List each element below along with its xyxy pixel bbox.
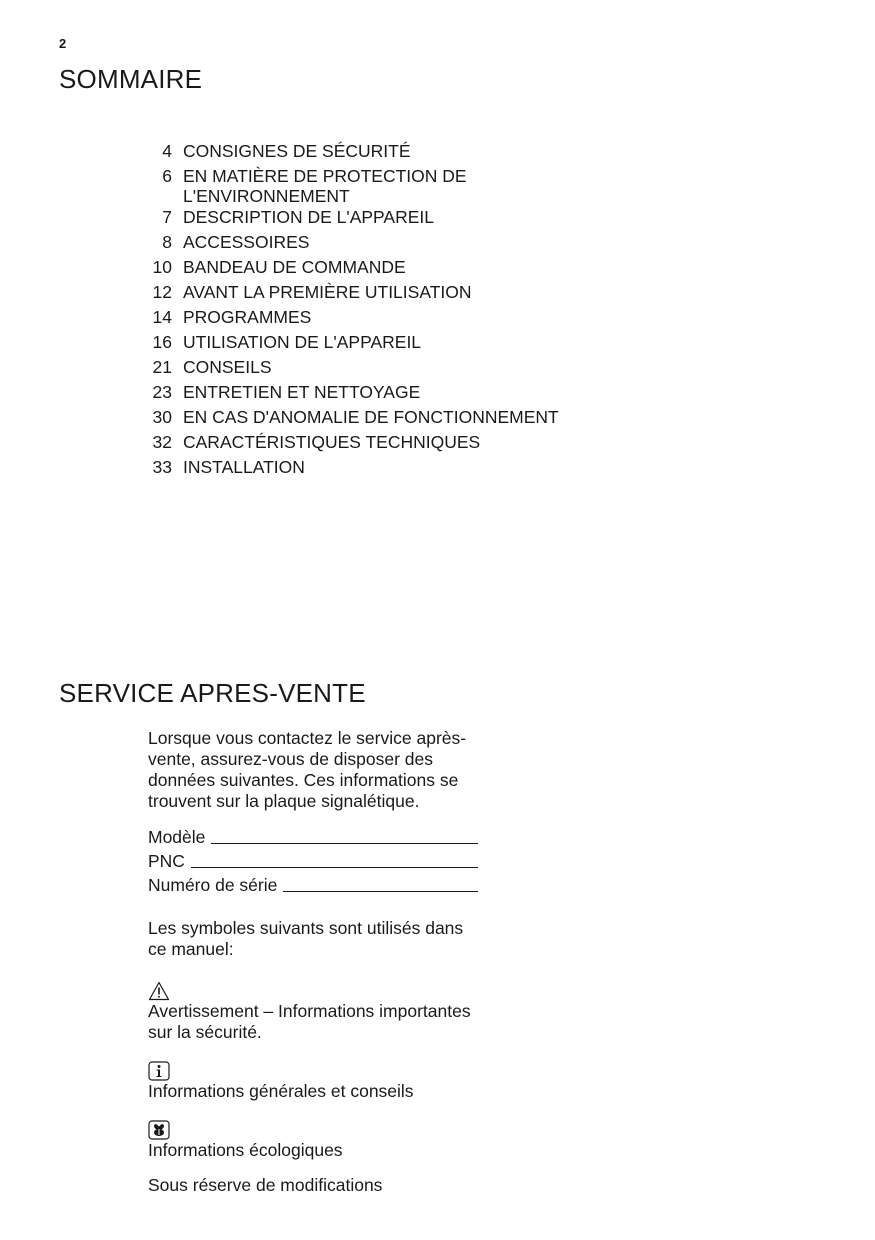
info-icon bbox=[148, 1061, 170, 1081]
toc-entry-title: PROGRAMMES bbox=[183, 307, 312, 327]
model-label: Modèle bbox=[148, 827, 206, 847]
toc-page-number: 21 bbox=[152, 357, 172, 377]
toc-entry-title: DESCRIPTION DE L'APPAREIL bbox=[183, 207, 434, 227]
warning-symbol-block bbox=[148, 981, 478, 1043]
service-section bbox=[148, 728, 478, 1196]
service-title: SERVICE APRES-VENTE bbox=[59, 678, 366, 708]
info-text: Informations générales et conseils bbox=[148, 1081, 414, 1101]
toc-entry[interactable] bbox=[140, 357, 610, 382]
toc-entry-title: CARACTÉRISTIQUES TECHNIQUES bbox=[183, 432, 481, 452]
toc-entry-title: ENTRETIEN ET NETTOYAGE bbox=[183, 382, 421, 402]
page-number: 2 bbox=[59, 36, 67, 51]
toc-page-number: 32 bbox=[152, 432, 172, 452]
toc-page-number: 7 bbox=[162, 207, 172, 227]
toc-entry[interactable] bbox=[140, 282, 610, 307]
footer-note: Sous réserve de modifications bbox=[148, 1175, 383, 1195]
toc-entry-title: ACCESSOIRES bbox=[183, 232, 310, 252]
toc-page-number: 33 bbox=[152, 457, 172, 477]
toc-page-number: 30 bbox=[152, 407, 172, 427]
pnc-label: PNC bbox=[148, 851, 185, 871]
toc-page-number: 16 bbox=[152, 332, 172, 352]
toc-entry[interactable] bbox=[140, 307, 610, 332]
serial-line[interactable] bbox=[283, 891, 478, 892]
toc-entry[interactable] bbox=[140, 332, 610, 357]
toc-page-number: 23 bbox=[152, 382, 172, 402]
toc-page-number: 8 bbox=[162, 232, 172, 252]
toc-entry-title: EN MATIÈRE DE PROTECTION DE L'ENVIRONNEMENT bbox=[183, 166, 467, 206]
toc-entry[interactable] bbox=[140, 407, 610, 432]
toc-page-number: 6 bbox=[162, 166, 172, 186]
table-of-contents bbox=[140, 141, 610, 482]
info-symbol-block bbox=[148, 1061, 478, 1102]
eco-icon bbox=[148, 1120, 170, 1140]
toc-page-number: 14 bbox=[152, 307, 172, 327]
toc-entry[interactable] bbox=[140, 166, 610, 207]
toc-entry-title: CONSIGNES DE SÉCURITÉ bbox=[183, 141, 411, 161]
toc-entry[interactable] bbox=[140, 382, 610, 407]
toc-entry-title: INSTALLATION bbox=[183, 457, 305, 477]
warning-text: Avertissement – Informations importantes sur la sécurité. bbox=[148, 1001, 471, 1042]
toc-page-number: 4 bbox=[162, 141, 172, 161]
serial-label: Numéro de série bbox=[148, 875, 278, 895]
toc-entry-title: BANDEAU DE COMMANDE bbox=[183, 257, 406, 277]
symbols-intro: Les symboles suivants sont utilisés dans ce manuel: bbox=[148, 918, 464, 959]
toc-entry-title: EN CAS D'ANOMALIE DE FONCTIONNEMENT bbox=[183, 407, 559, 427]
pnc-line[interactable] bbox=[191, 867, 478, 868]
toc-page-number: 10 bbox=[152, 257, 172, 277]
toc-entry[interactable] bbox=[140, 257, 610, 282]
toc-entry[interactable] bbox=[140, 232, 610, 257]
toc-entry[interactable] bbox=[140, 432, 610, 457]
eco-text: Informations écologiques bbox=[148, 1140, 343, 1160]
toc-entry-title: CONSEILS bbox=[183, 357, 272, 377]
pnc-field bbox=[148, 848, 478, 872]
model-field bbox=[148, 824, 478, 848]
toc-entry[interactable] bbox=[140, 207, 610, 232]
sommaire-title: SOMMAIRE bbox=[59, 64, 203, 94]
service-intro: Lorsque vous contactez le service après-vente, assurez-vous de disposer des données suivantes. Ces informations se trouvent sur la plaque signalétique. bbox=[148, 728, 467, 811]
toc-entry[interactable] bbox=[140, 141, 610, 166]
toc-entry-title: AVANT LA PREMIÈRE UTILISATION bbox=[183, 282, 472, 302]
eco-symbol-block bbox=[148, 1120, 478, 1161]
model-line[interactable] bbox=[211, 843, 478, 844]
serial-field bbox=[148, 872, 478, 896]
toc-entry[interactable] bbox=[140, 457, 610, 482]
toc-entry-title: UTILISATION DE L'APPAREIL bbox=[183, 332, 422, 352]
toc-page-number: 12 bbox=[152, 282, 172, 302]
warning-icon bbox=[148, 981, 170, 1001]
